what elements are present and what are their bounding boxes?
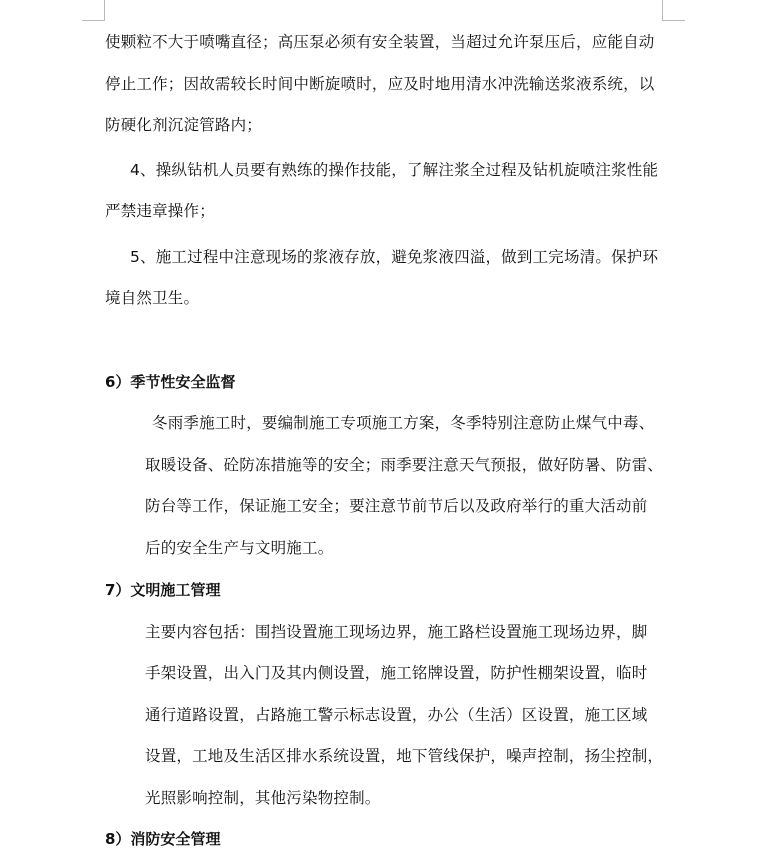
section-heading-7: 7）文明施工管理 [105,581,221,599]
list-item-4-line: 严禁违章操作； [105,202,215,220]
section-7-line: 光照影响控制，其他污染物控制。 [145,789,381,807]
section-heading-8: 8）消防安全管理 [105,830,221,848]
section-6-line: 冬雨季施工时，要编制施工专项施工方案，冬季特别注意防止煤气中毒、 [152,414,655,432]
paragraph-line: 使颗粒不大于喷嘴直径；高压泵必须有安全装置，当超过允许泵压后，应能自动 [105,33,655,51]
page-corner-mark-top-left [82,0,105,21]
section-6-line: 防台等工作，保证施工安全；要注意节前节后以及政府举行的重大活动前 [145,497,648,515]
paragraph-line: 防硬化剂沉淀管路内； [105,116,263,134]
list-item-5-line: 境自然卫生。 [105,289,200,307]
section-6-line: 后的安全生产与文明施工。 [145,539,334,557]
page-corner-mark-top-right [662,0,685,21]
section-6-line: 取暖设备、砼防冻措施等的安全；雨季要注意天气预报，做好防暑、防雷、 [145,456,664,474]
section-7-line: 通行道路设置，占路施工警示标志设置，办公（生活）区设置，施工区域 [145,706,648,724]
paragraph-line: 停止工作；因故需较长时间中断旋喷时，应及时地用清水冲洗输送浆液系统，以 [105,75,655,93]
section-7-line: 设置，工地及生活区排水系统设置，地下管线保护，噪声控制，扬尘控制， [145,747,664,765]
section-7-line: 手架设置，出入门及其内侧设置，施工铭牌设置，防护性棚架设置，临时 [145,664,648,682]
section-heading-6: 6）季节性安全监督 [105,373,236,391]
section-7-line: 主要内容包括：围挡设置施工现场边界，施工路栏设置施工现场边界，脚 [145,623,648,641]
list-item-5-line: 5、施工过程中注意现场的浆液存放，避免浆液四溢，做到工完场清。保护环 [130,248,659,266]
list-item-4-line: 4、操纵钻机人员要有熟练的操作技能，了解注浆全过程及钻机旋喷注浆性能 [130,161,659,179]
